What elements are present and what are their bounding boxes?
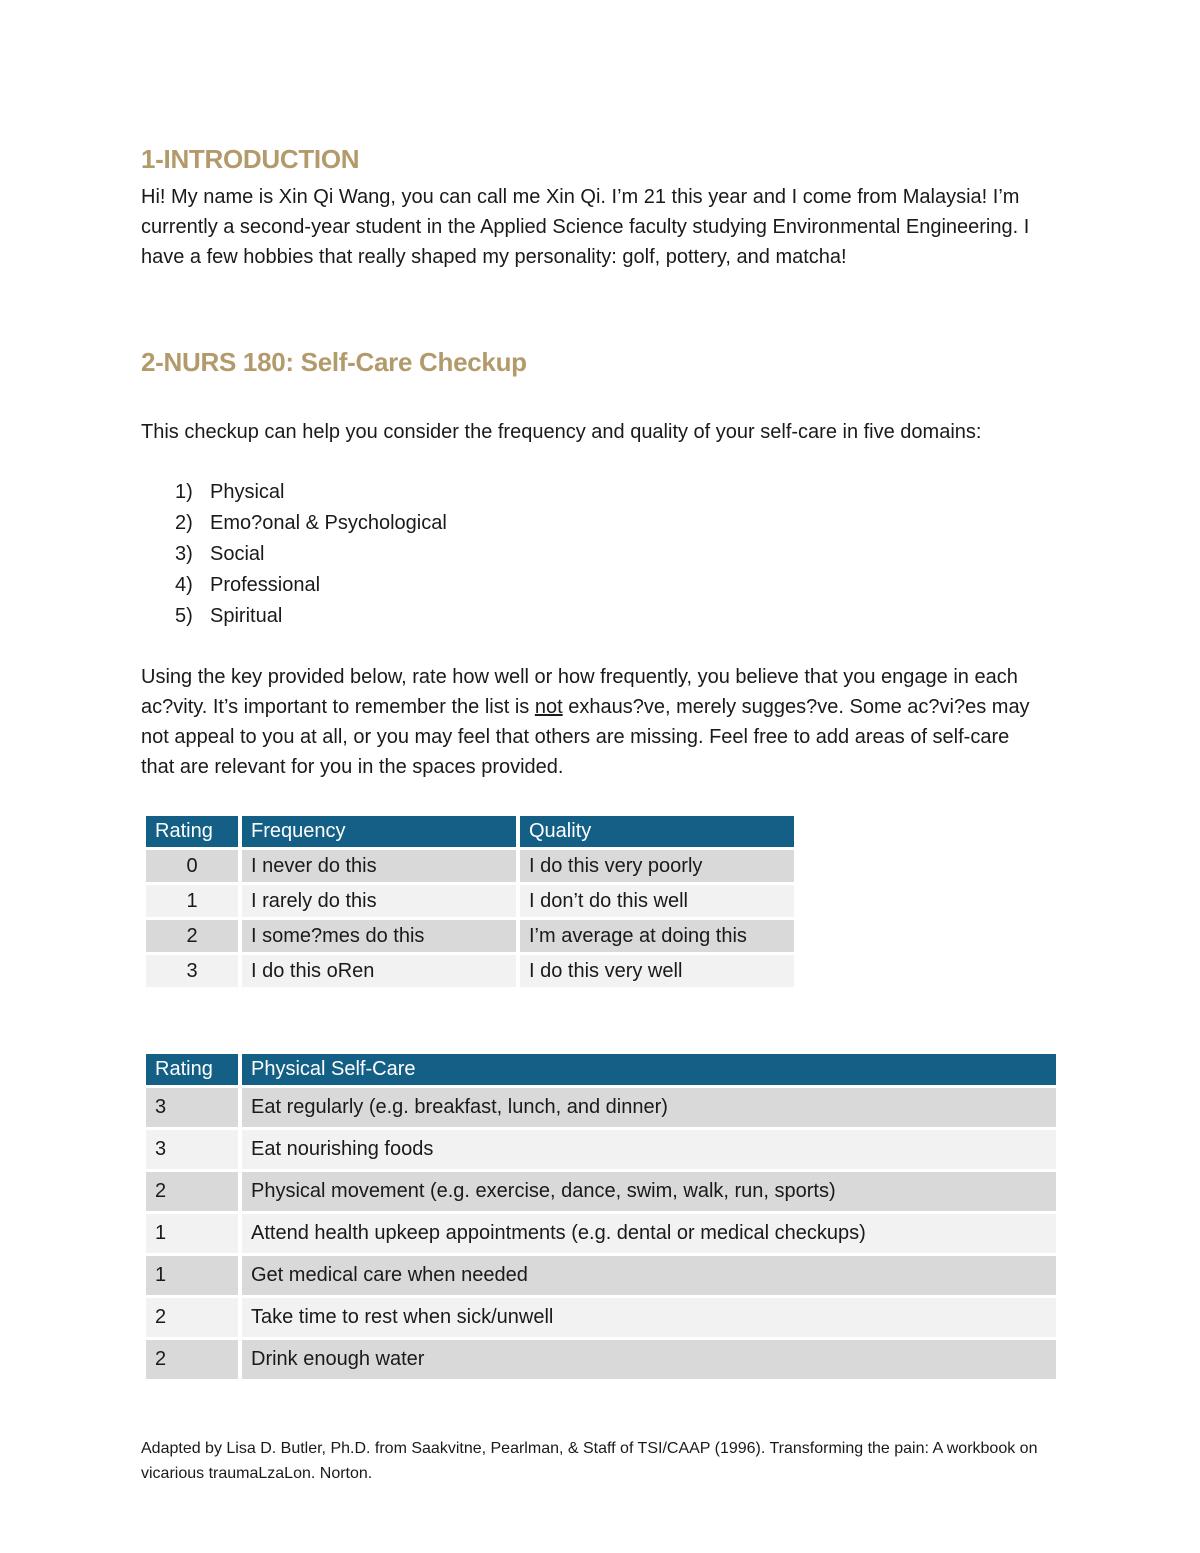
- table-row: 0 I never do this I do this very poorly: [146, 850, 794, 882]
- checkup-lead: This checkup can help you consider the frequency and quality of your self-care in five domains:: [141, 421, 982, 443]
- header-frequency: Frequency: [242, 816, 516, 847]
- header-rating: Rating: [146, 1054, 238, 1085]
- instructions-paragraph: Using the key provided below, rate how well or how frequently, you believe that you engage in each ac?vity. It’s important to remember the list is not exhaus?ve, merely sugges?ve. Some ac?vi?es may not appeal to you at all, or you may feel that others are missing. Feel free to add areas of self-care that are relevant for you in the spaces provided.: [141, 666, 1030, 778]
- table-row: 3 Eat regularly (e.g. breakfast, lunch, and dinner): [146, 1088, 1056, 1127]
- domain-item: 3) Social: [175, 543, 265, 565]
- table-row: 1 Attend health upkeep appointments (e.g. dental or medical checkups): [146, 1214, 1056, 1253]
- intro-paragraph: Hi! My name is Xin Qi Wang, you can call me Xin Qi. I’m 21 this year and I come from Malaysia! I’m currently a second-year student in the Applied Science faculty studying Environmental Engineering. I have a few hobbies that really shaped my personality: golf, pottery, and matcha!: [141, 186, 1030, 268]
- checkup-heading: 2-NURS 180: Self-Care Checkup: [141, 347, 527, 377]
- table-row: 2 Take time to rest when sick/unwell: [146, 1298, 1056, 1337]
- footer-citation: Adapted by Lisa D. Butler, Ph.D. from Saakvitne, Pearlman, & Staff of TSI/CAAP (1996). Transforming the pain: A workbook on vicarious traumaLzaLon. Norton.: [141, 1440, 1038, 1482]
- emphasis-not: not: [534, 696, 563, 718]
- intro-heading: 1-INTRODUCTION: [141, 144, 360, 174]
- domain-item: 4) Professional: [175, 574, 321, 596]
- physical-self-care-table: [142, 1051, 1060, 1382]
- domain-item: 5) Spiritual: [175, 605, 283, 627]
- header-quality: Quality: [520, 816, 794, 847]
- table-row: 3 Eat nourishing foods: [146, 1130, 1056, 1169]
- table-row: 2 Physical movement (e.g. exercise, dance, swim, walk, run, sports): [146, 1172, 1056, 1211]
- domain-list: [175, 477, 447, 632]
- table-row: 3 I do this oRen I do this very well: [146, 955, 794, 987]
- rating-key-table: [142, 813, 798, 990]
- header-rating: Rating: [146, 816, 238, 847]
- domain-item: 1) Physical: [175, 481, 285, 503]
- table-row: 1 I rarely do this I don’t do this well: [146, 885, 794, 917]
- table-row: 1 Get medical care when needed: [146, 1256, 1056, 1295]
- table-row: 2 I some?mes do this I’m average at doing this: [146, 920, 794, 952]
- table-row: 2 Drink enough water: [146, 1340, 1056, 1379]
- domain-item: 2) Emo?onal & Psychological: [175, 512, 447, 534]
- header-physical-self-care: Physical Self-Care: [242, 1054, 1056, 1085]
